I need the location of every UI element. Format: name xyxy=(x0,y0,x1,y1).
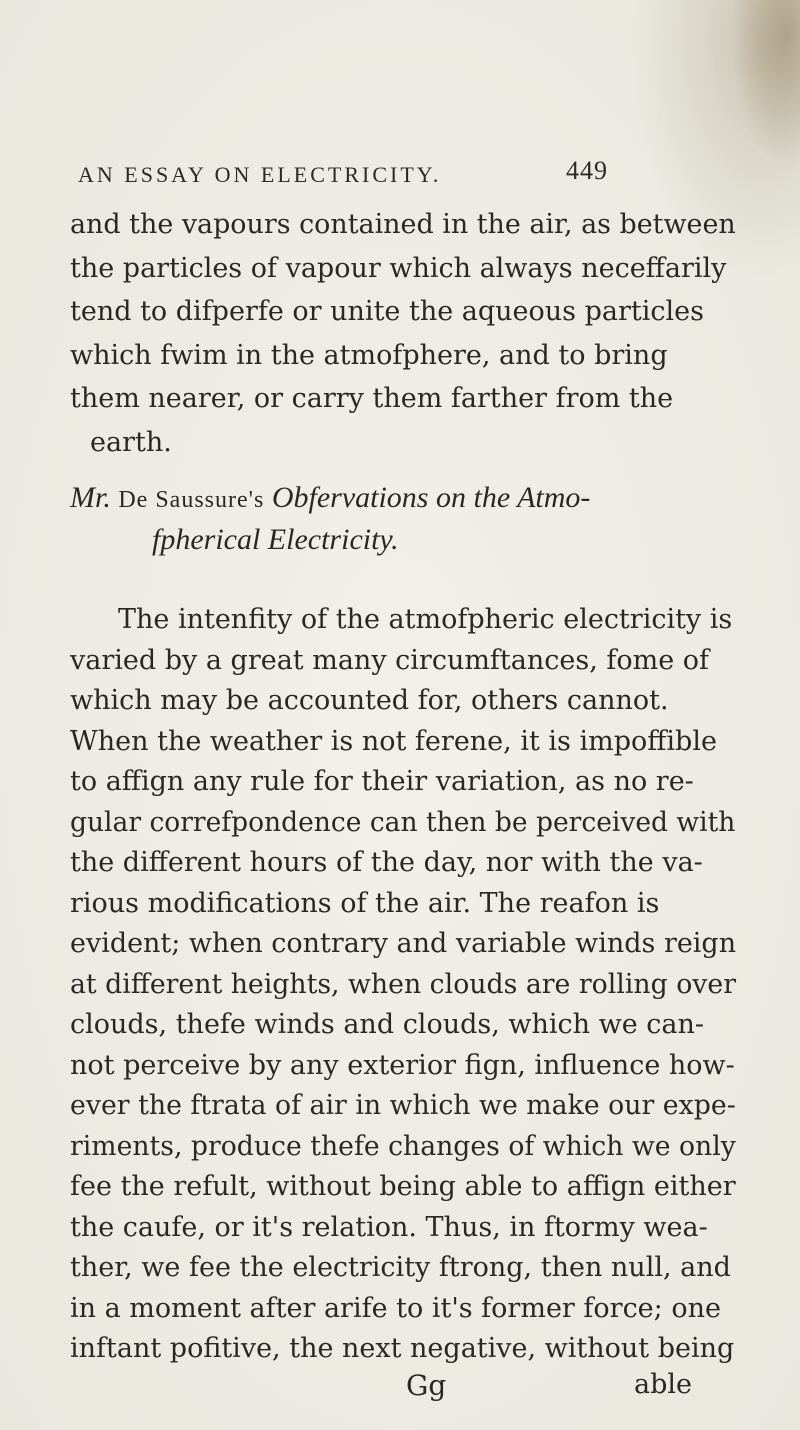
text-line: the different hours of the day, nor with the va- xyxy=(70,847,703,878)
running-head-title: AN ESSAY ON ELECTRICITY. xyxy=(78,162,442,187)
section-heading-line2: fpherical Electricity. xyxy=(152,523,399,556)
text-line: ther, we fee the electricity ftrong, then null, and xyxy=(70,1252,731,1283)
text-line: varied by a great many circumftances, fome of xyxy=(70,645,710,676)
text-line: them nearer, or carry them farther from the xyxy=(70,383,674,414)
signature-mark: Gg xyxy=(406,1369,447,1402)
text-line: riments, produce thefe changes of which we only xyxy=(70,1131,736,1162)
text-line: tend to difperfe or unite the aqueous particles xyxy=(70,296,704,327)
text-line: rious modifications of the air. The reafon is xyxy=(70,888,660,919)
text-line: not perceive by any exterior fign, influence how- xyxy=(70,1050,735,1081)
text-line: When the weather is not ferene, it is impoffible xyxy=(70,726,717,757)
text-line: the particles of vapour which always neceffarily xyxy=(70,253,727,284)
text-line: evident; when contrary and variable winds reign xyxy=(70,928,737,959)
text-line: which may be accounted for, others cannot. xyxy=(70,685,669,716)
page-number: 449 xyxy=(566,156,608,185)
text-line: inftant pofitive, the next negative, without being xyxy=(70,1333,735,1364)
text-line: fee the refult, without being able to affign either xyxy=(70,1171,736,1202)
text-line: and the vapours contained in the air, as between xyxy=(70,209,736,240)
text-line: ever the ftrata of air in which we make our expe- xyxy=(70,1090,736,1121)
text-line: gular correfpondence can then be perceived with xyxy=(70,807,736,838)
catchword: able xyxy=(634,1369,692,1400)
heading-title-part1: Obfervations on the Atmo- xyxy=(271,481,591,514)
text-line: The intenfity of the atmofpheric electricity is xyxy=(118,604,733,635)
text-line: earth. xyxy=(90,427,172,458)
text-line: which fwim in the atmofphere, and to bring xyxy=(70,340,668,371)
heading-prefix: Mr. xyxy=(70,481,111,514)
heading-author: De Saussure's xyxy=(118,487,265,513)
section-heading xyxy=(70,478,590,520)
running-head xyxy=(78,152,608,196)
text-line: at different heights, when clouds are rolling over xyxy=(70,969,737,1000)
page-stain xyxy=(730,0,800,170)
text-line: in a moment after arife to it's former force; one xyxy=(70,1293,721,1324)
text-line: the caufe, or it's relation. Thus, in ftormy wea- xyxy=(70,1212,708,1243)
text-line: to affign any rule for their variation, as no re- xyxy=(70,766,694,797)
text-line: clouds, thefe winds and clouds, which we can- xyxy=(70,1009,705,1040)
